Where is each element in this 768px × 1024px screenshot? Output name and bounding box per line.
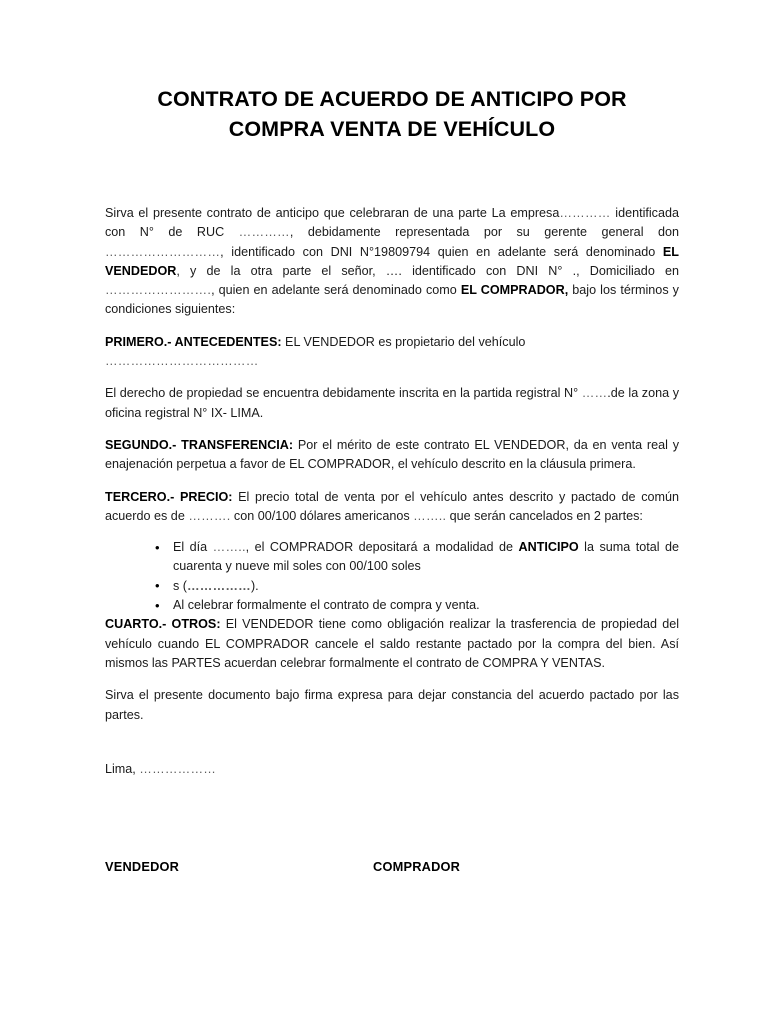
bullet-2-text-a: s ( (173, 578, 187, 593)
bullet-3-text: Al celebrar formalmente el contrato de compra y venta. (173, 598, 480, 613)
bullet-1-text-c: la suma total de cuarenta y nueve mil soles con 00/100 soles (173, 540, 680, 574)
clause-propiedad (105, 384, 679, 423)
intro-segment-4: , identificado con DNI N°19809794 quien en adelante será denominado (220, 244, 663, 259)
bullet-1-bold-anticipo: ANTICIPO (518, 540, 579, 555)
title-line-1: CONTRATO DE ACUERDO DE ANTICIPO POR (157, 87, 627, 111)
intro-segment-2: identificada con N° de RUC (105, 206, 679, 240)
clause-tercero-body-a: El precio total de venta por el vehículo antes descrito y pactado de común acuerdo es de (105, 489, 679, 523)
bullet-1-dots: …….. (212, 540, 246, 555)
clause-propiedad-dots: …… (581, 386, 608, 401)
bullet-1-text-a: El día (173, 540, 213, 555)
bullet-2-dots: …………… (187, 578, 251, 593)
intro-segment-1: Sirva el presente contrato de anticipo que celebraran de una parte La empresa (105, 206, 560, 220)
intro-dots-2: ………… (238, 225, 290, 240)
clause-primero-body: EL VENDEDOR es propietario del vehículo (281, 334, 526, 349)
clause-propiedad-body: El derecho de propiedad se encuentra debidamente inscrita en la partida registral N° (105, 386, 582, 401)
page-title (105, 0, 679, 144)
signature-block (105, 859, 679, 883)
intro-segment-3: , debidamente representada por su gerente general don (289, 225, 679, 240)
payment-terms-list (105, 538, 679, 615)
list-item (105, 596, 679, 615)
closing-paragraph: Sirva el presente documento bajo firma expresa para dejar constancia del acuerdo pactado por las partes. (105, 688, 679, 722)
signature-label-comprador: COMPRADOR (373, 859, 461, 875)
clause-primero-dots: ……………………………… (105, 354, 259, 369)
intro-dots-4: ……………………. (105, 283, 212, 298)
intro-paragraph (105, 204, 679, 320)
signature-label-vendedor: VENDEDOR (105, 859, 180, 875)
clause-primero-heading: PRIMERO.- ANTECEDENTES: (105, 334, 282, 349)
clause-tercero (105, 488, 679, 527)
clause-tercero-dots-b: …….. (413, 508, 447, 523)
list-item (105, 577, 679, 596)
bullet-2-text-b: ). (250, 578, 259, 593)
list-item (105, 538, 679, 577)
intro-dots-3: ……………………… (105, 244, 221, 259)
clause-tercero-body-c: que serán cancelados en 2 partes: (446, 508, 643, 523)
clause-cuarto-heading: CUARTO.- OTROS: (105, 617, 221, 632)
clause-tercero-body-b: con 00/100 dólares americanos (230, 508, 414, 523)
intro-segment-6: , quien en adelante será denominado como (211, 283, 461, 298)
clause-primero (105, 333, 679, 372)
clause-segundo (105, 436, 679, 475)
clause-segundo-body: Por el mérito de este contrato EL VENDEDOR, da en venta real y enajenación perpetua a favor de EL COMPRADOR, el vehículo descrito en la cláusula primera. (105, 437, 680, 472)
intro-dots-1: ………… (559, 206, 611, 220)
bullet-1-text-b: , el COMPRADOR depositará a modalidad de (245, 540, 519, 555)
intro-bold-comprador: EL COMPRADOR, (460, 283, 569, 298)
place-dots: ……………… (139, 761, 217, 776)
clause-propiedad-body-2: .de la zona y oficina registral N° IX- LIMA. (105, 386, 679, 420)
intro-segment-7: bajo los términos y condiciones siguientes: (105, 283, 679, 317)
title-line-2: COMPRA VENTA DE VEHÍCULO (228, 117, 556, 141)
intro-segment-5: , y de la otra parte el señor, …. identificado con DNI N° ., Domiciliado en (176, 263, 679, 278)
clause-tercero-heading: TERCERO.- PRECIO: (105, 489, 233, 504)
clause-cuarto (105, 615, 679, 673)
clause-segundo-heading: SEGUNDO.- TRANSFERENCIA: (105, 437, 294, 452)
clause-tercero-dots-a: ………. (188, 508, 231, 523)
document-content (105, 0, 679, 883)
place-date-line (105, 725, 679, 779)
place-label: Lima, (105, 761, 140, 776)
intro-bold-vendedor: EL VENDEDOR (105, 244, 679, 278)
clause-cuarto-body: El VENDEDOR tiene como obligación realizar la trasferencia de propiedad del vehículo cuando EL COMPRADOR cancele el saldo restante pactado por la compra del bien. Así mismos las PARTES acuerdan celebrar formalmente el contrato de COMPRA Y VENTAS. (105, 617, 680, 670)
